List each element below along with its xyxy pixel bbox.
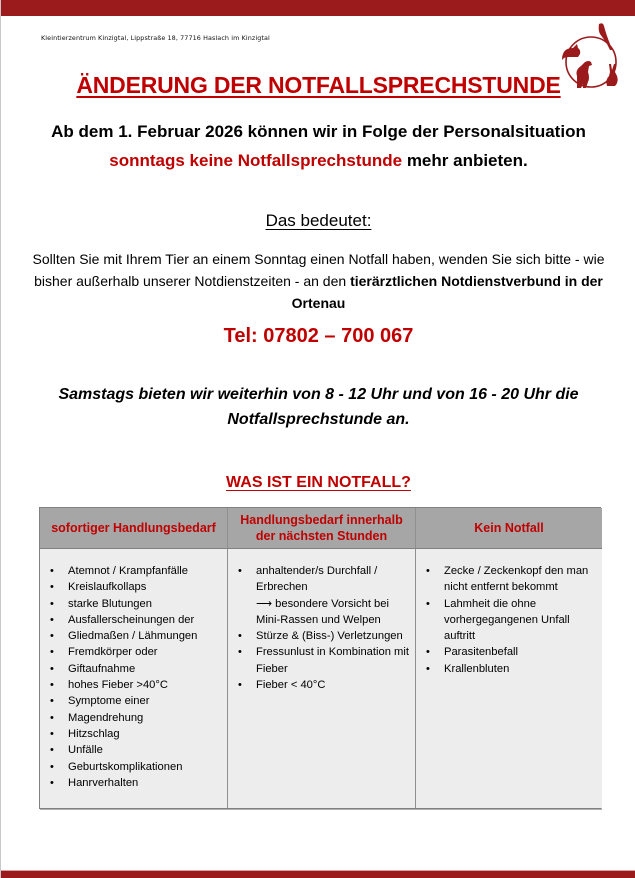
intro-highlight: sonntags keine Notfallsprechstunde: [109, 150, 403, 170]
column-no-emergency: [415, 549, 602, 808]
list-item: • Ausfallerscheinungen der: [46, 612, 221, 628]
column-header-hours: Handlungsbedarf innerhalb der nächsten Stunden: [227, 508, 415, 549]
meaning-text-body: Sollten Sie mit Ihrem Tier an einem Sonntag einen Notfall haben, wenden Sie sich bitte - wie bisher außerhalb unserer Notdienstzeiten - an den: [32, 251, 605, 289]
intro-text-start: Ab dem 1. Februar 2026 können wir in Folge der Personalsituation: [51, 122, 586, 141]
meaning-heading: Das bedeutet:: [265, 211, 372, 230]
list-item: • hohes Fieber >40°C: [46, 677, 221, 693]
no-emergency-list: [422, 563, 596, 677]
list-item: • Unfälle: [46, 742, 221, 758]
list-item: • Gliedmaßen / Lähmungen: [46, 628, 221, 644]
list-item: • Lahmheit die ohne vorhergegangenen Unfall auftritt: [422, 596, 596, 645]
list-item: • starke Blutungen: [46, 596, 221, 612]
saturday-hours: Samstags bieten wir weiterhin von 8 - 12 Uhr und von 16 - 20 Uhr die Notfallsprechstunde an.: [58, 386, 579, 428]
list-item-note: ⟶ besondere Vorsicht bei Mini-Rassen und Welpen: [256, 597, 389, 626]
page-title: ÄNDERUNG DER NOTFALLSPRECHSTUNDE: [76, 72, 561, 98]
list-item: • Geburtskomplikationen: [46, 759, 221, 775]
list-item: • Symptome einer: [46, 693, 221, 709]
list-item: • anhaltender/s Durchfall / Erbrechen: [234, 563, 409, 596]
column-hours: [227, 549, 415, 808]
list-item: • Stürze & (Biss-) Verletzungen: [234, 628, 409, 644]
list-item: • Fressunlust in Kombination mit Fieber: [234, 644, 409, 677]
list-item: • Fieber < 40°C: [234, 677, 409, 693]
list-item: • Hanrverhalten: [46, 775, 221, 791]
list-item: • Parasitenbefall: [422, 644, 596, 660]
column-header-immediate: sofortiger Handlungsbedarf: [40, 508, 227, 549]
bottom-brand-bar: [1, 870, 635, 878]
list-item: • Kreislaufkollaps: [46, 579, 221, 595]
meaning-text: [31, 248, 606, 314]
meaning-text-bold: tierärztlichen Notdienstverbund in der Ortenau: [291, 273, 603, 311]
emergency-table: [39, 507, 601, 809]
top-brand-bar: [1, 0, 635, 16]
emergency-heading: WAS IST EIN NOTFALL?: [226, 474, 411, 491]
clinic-address: Kleintierzentrum Kinzigtal, Lippstraße 18, 77716 Haslach im Kinzigtal: [41, 34, 270, 42]
list-item: • Hitzschlag: [46, 726, 221, 742]
immediate-list: [46, 563, 221, 791]
phone-number: Tel: 07802 – 700 067: [223, 325, 414, 347]
list-item: • Krallenbluten: [422, 661, 596, 677]
list-item: • Magendrehung: [46, 710, 221, 726]
column-immediate: [40, 549, 227, 808]
intro-announcement: [41, 118, 596, 175]
list-item: • Fremdkörper oder: [46, 644, 221, 660]
intro-text-end: mehr anbieten.: [402, 150, 528, 170]
list-item: • Zecke / Zeckenkopf den man nicht entfernt bekommt: [422, 563, 596, 596]
column-header-no-emergency: Kein Notfall: [415, 508, 602, 549]
list-item: • Atemnot / Krampfanfälle: [46, 563, 221, 579]
hours-list: [234, 563, 409, 693]
list-item: • Giftaufnahme: [46, 661, 221, 677]
